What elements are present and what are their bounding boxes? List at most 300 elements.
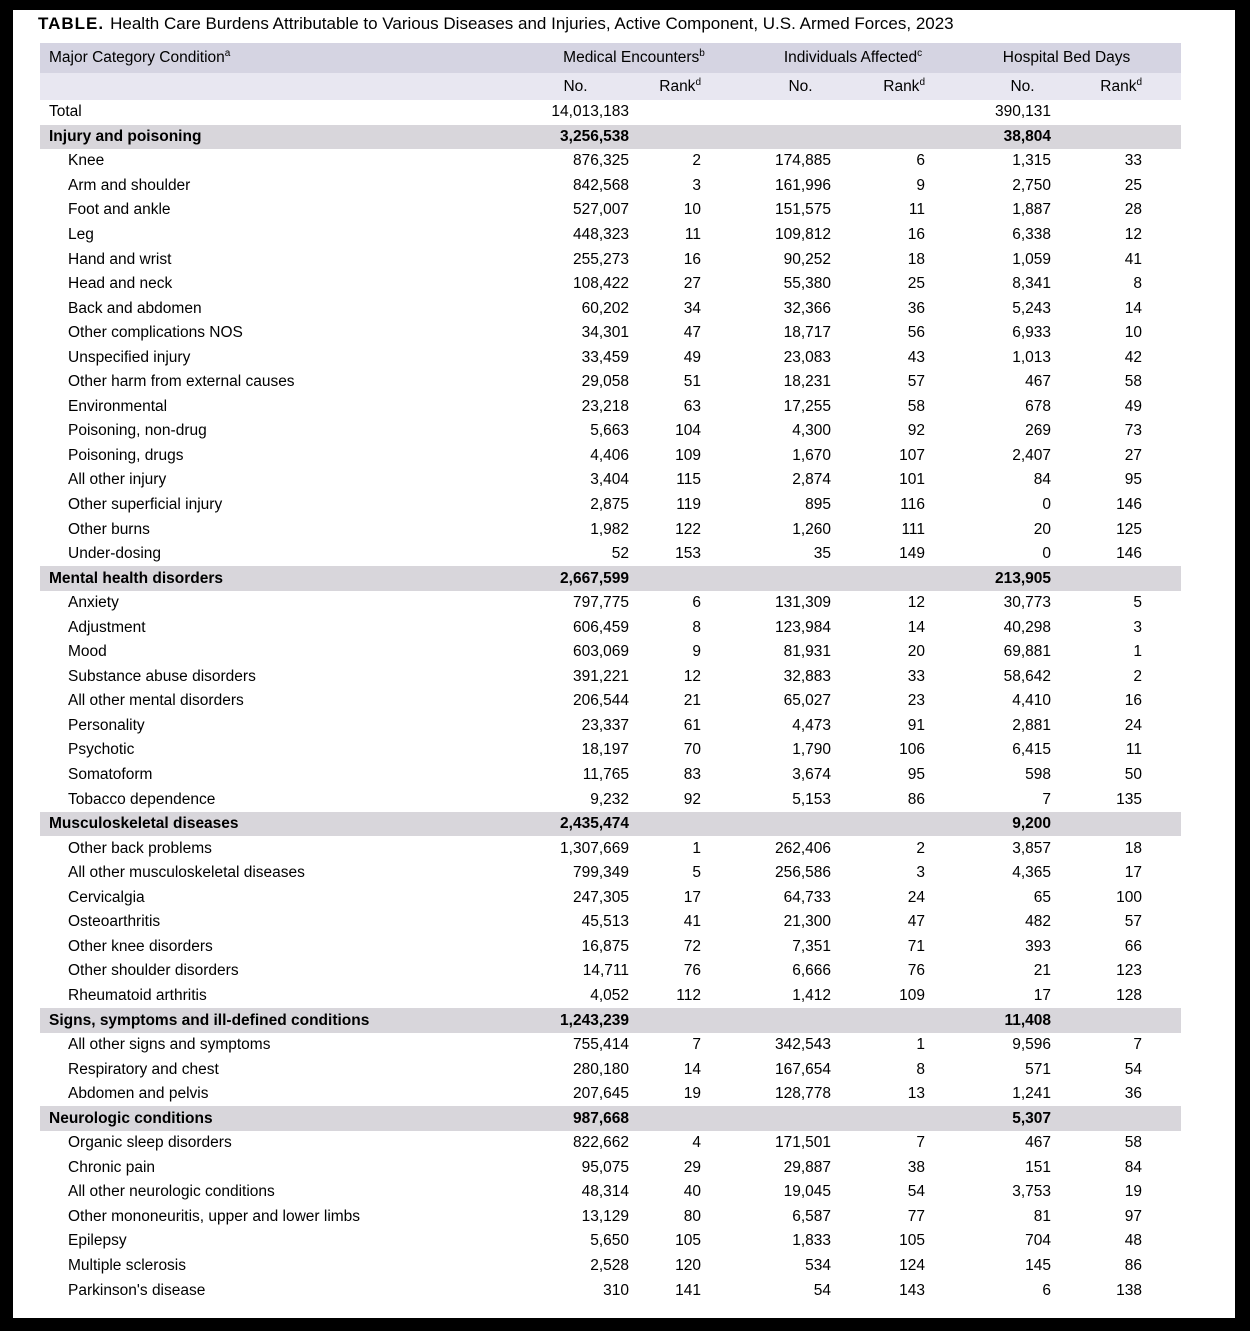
cell-me-rank: 10 bbox=[683, 201, 701, 219]
header-label: Rank bbox=[1100, 77, 1137, 95]
cell-bd-no: 4,410 bbox=[1012, 692, 1051, 710]
cell-ia-rank: 124 bbox=[899, 1256, 925, 1274]
cell-ia-rank: 149 bbox=[899, 545, 925, 563]
cell-ia-no: 3,674 bbox=[792, 766, 831, 784]
cell-bd-rank bbox=[1058, 1106, 1181, 1131]
cell-me-rank: 141 bbox=[675, 1281, 701, 1299]
condition-row bbox=[40, 910, 1181, 935]
cell-ia-no: 19,045 bbox=[783, 1183, 831, 1201]
cell-ia-rank: 92 bbox=[907, 422, 925, 440]
cell-bd-no: 0 bbox=[1042, 545, 1051, 563]
cell-me-no: 207,645 bbox=[572, 1085, 629, 1103]
cell-bd-rank: 7 bbox=[1133, 1036, 1143, 1054]
footnote-marker: b bbox=[699, 47, 705, 59]
footnote-marker: c bbox=[917, 47, 923, 59]
cell-bd-rank: 49 bbox=[1124, 397, 1143, 415]
col-subheader-no-ia: No. bbox=[708, 73, 838, 100]
condition-cell: Rheumatoid arthritis bbox=[68, 986, 207, 1004]
cell-bd-rank: 17 bbox=[1124, 864, 1143, 882]
cell-me-rank: 122 bbox=[675, 520, 701, 538]
condition-cell: Other knee disorders bbox=[68, 937, 213, 955]
cell-ia-no: 151,575 bbox=[774, 201, 831, 219]
col-group-bd bbox=[932, 43, 1181, 73]
table-body bbox=[40, 100, 1181, 1303]
condition-cell: All other neurologic conditions bbox=[68, 1183, 275, 1201]
footnote-marker: d bbox=[1136, 76, 1143, 88]
cell-me-rank: 12 bbox=[683, 667, 701, 685]
cell-me-rank bbox=[636, 1106, 708, 1131]
header-row-groups bbox=[40, 43, 1181, 73]
cell-me-rank: 119 bbox=[676, 496, 701, 514]
condition-row bbox=[40, 1205, 1181, 1230]
cell-me-rank: 115 bbox=[676, 471, 701, 489]
condition-cell: Parkinson's disease bbox=[68, 1281, 206, 1299]
condition-cell: Injury and poisoning bbox=[49, 127, 202, 145]
condition-cell: Osteoarthritis bbox=[68, 913, 161, 931]
health-burdens-table bbox=[40, 43, 1181, 1303]
cell-bd-no: 269 bbox=[1025, 422, 1051, 440]
cell-ia-rank bbox=[838, 125, 932, 150]
cell-me-rank: 92 bbox=[683, 790, 701, 808]
cell-me-rank: 70 bbox=[683, 741, 701, 759]
cell-bd-rank: 138 bbox=[1116, 1281, 1143, 1299]
cell-me-rank: 109 bbox=[675, 446, 701, 464]
cell-bd-rank bbox=[1058, 125, 1181, 150]
cell-ia-rank: 23 bbox=[907, 692, 925, 710]
cell-ia-rank: 105 bbox=[899, 1232, 925, 1250]
document-page bbox=[13, 10, 1235, 1318]
col-subheader-rank-bd bbox=[1058, 73, 1181, 100]
cell-bd-rank: 146 bbox=[1116, 496, 1143, 514]
cell-me-no: 5,663 bbox=[590, 422, 629, 440]
cell-me-rank: 120 bbox=[675, 1256, 701, 1274]
cell-ia-rank bbox=[838, 812, 932, 837]
cell-ia-no: 174,885 bbox=[774, 152, 831, 170]
cell-bd-rank bbox=[1058, 566, 1181, 591]
cell-ia-rank: 91 bbox=[907, 716, 925, 734]
cell-ia-no: 6,587 bbox=[792, 1207, 831, 1225]
cell-me-rank: 51 bbox=[683, 373, 701, 391]
footnote-marker: a bbox=[224, 47, 231, 59]
cell-ia-rank: 116 bbox=[900, 496, 925, 514]
cell-ia-rank: 38 bbox=[907, 1158, 925, 1176]
cell-bd-rank: 14 bbox=[1124, 299, 1143, 317]
cell-ia-no: 65,027 bbox=[783, 692, 831, 710]
condition-row bbox=[40, 542, 1181, 567]
cell-bd-no: 2,881 bbox=[1012, 716, 1051, 734]
footnote-marker: d bbox=[919, 76, 925, 88]
condition-cell: Psychotic bbox=[68, 741, 135, 759]
cell-ia-no: 21,300 bbox=[783, 913, 831, 931]
cell-me-no: 448,323 bbox=[572, 226, 629, 243]
cell-me-rank: 11 bbox=[684, 226, 701, 243]
cell-me-no: 255,273 bbox=[572, 250, 629, 268]
cell-bd-no: 1,059 bbox=[1012, 250, 1051, 268]
cell-me-no: 842,568 bbox=[572, 176, 629, 194]
cell-ia-rank: 101 bbox=[899, 471, 925, 489]
cell-ia-rank bbox=[838, 100, 932, 125]
cell-bd-no: 3,857 bbox=[1012, 839, 1051, 857]
cell-ia-no: 895 bbox=[805, 496, 831, 514]
condition-cell: Organic sleep disorders bbox=[68, 1134, 232, 1152]
cell-ia-no: 256,586 bbox=[774, 864, 831, 882]
cell-me-no: 29,058 bbox=[581, 373, 629, 391]
condition-cell: Cervicalgia bbox=[68, 888, 145, 906]
cell-me-no: 5,650 bbox=[590, 1232, 629, 1250]
cell-bd-no: 6,933 bbox=[1012, 324, 1051, 342]
cell-me-no: 3,256,538 bbox=[560, 127, 629, 145]
col-group-me bbox=[460, 43, 708, 73]
cell-bd-rank: 73 bbox=[1124, 422, 1143, 440]
cell-ia-no: 1,412 bbox=[792, 986, 831, 1004]
cell-bd-no: 38,804 bbox=[1003, 127, 1051, 145]
cell-ia-rank: 43 bbox=[907, 348, 925, 366]
condition-cell: Environmental bbox=[68, 397, 168, 415]
condition-cell: Other mononeuritis, upper and lower limbs bbox=[68, 1207, 361, 1225]
cell-me-rank bbox=[636, 812, 708, 837]
cell-me-no: 280,180 bbox=[572, 1060, 629, 1078]
cell-ia-rank: 143 bbox=[899, 1281, 925, 1299]
cell-ia-rank: 6 bbox=[916, 152, 925, 170]
cell-bd-no: 482 bbox=[1025, 913, 1051, 931]
cell-bd-rank: 135 bbox=[1116, 790, 1143, 808]
cell-me-rank: 105 bbox=[675, 1232, 701, 1250]
condition-row bbox=[40, 1156, 1181, 1181]
cell-me-no: 52 bbox=[611, 545, 629, 563]
cell-bd-rank: 16 bbox=[1124, 692, 1143, 710]
cell-ia-no: 1,260 bbox=[792, 520, 831, 538]
cell-bd-rank: 54 bbox=[1124, 1060, 1143, 1078]
cell-ia-no: 35 bbox=[813, 545, 831, 563]
cell-ia-no: 342,543 bbox=[774, 1036, 831, 1054]
cell-ia-rank bbox=[838, 566, 932, 591]
cell-bd-no: 571 bbox=[1025, 1060, 1051, 1078]
cell-bd-no: 65 bbox=[1033, 888, 1051, 906]
category-row bbox=[40, 812, 1181, 837]
cell-me-no: 60,202 bbox=[581, 299, 629, 317]
cell-bd-rank: 97 bbox=[1124, 1207, 1143, 1225]
cell-me-rank: 112 bbox=[676, 986, 701, 1004]
cell-me-rank bbox=[636, 566, 708, 591]
cell-me-rank: 2 bbox=[692, 152, 701, 170]
cell-ia-rank: 33 bbox=[907, 667, 925, 685]
cell-bd-no: 6,415 bbox=[1012, 741, 1051, 759]
cell-ia-rank: 57 bbox=[907, 373, 925, 391]
cell-me-no: 2,528 bbox=[590, 1256, 629, 1274]
cell-me-no: 14,013,183 bbox=[551, 103, 629, 121]
cell-me-no: 14,711 bbox=[582, 962, 629, 980]
cell-ia-no: 1,833 bbox=[792, 1232, 831, 1250]
cell-bd-no: 20 bbox=[1033, 520, 1051, 538]
condition-row bbox=[40, 493, 1181, 518]
cell-bd-rank: 86 bbox=[1124, 1256, 1143, 1274]
cell-ia-rank: 24 bbox=[907, 888, 925, 906]
condition-cell: Musculoskeletal diseases bbox=[49, 815, 239, 833]
cell-me-rank: 14 bbox=[683, 1060, 701, 1078]
col-subheader-no-me: No. bbox=[460, 73, 636, 100]
condition-row bbox=[40, 665, 1181, 690]
cell-ia-rank: 11 bbox=[908, 201, 925, 219]
cell-ia-no: 32,883 bbox=[783, 667, 831, 685]
cell-bd-rank: 66 bbox=[1124, 937, 1143, 955]
cell-me-no: 822,662 bbox=[572, 1134, 629, 1152]
cell-me-no: 2,875 bbox=[590, 496, 629, 514]
cell-bd-no: 21 bbox=[1033, 962, 1051, 980]
cell-bd-rank bbox=[1058, 1008, 1181, 1033]
cell-bd-no: 6,338 bbox=[1012, 226, 1051, 243]
header-label: Medical Encounters bbox=[563, 49, 700, 66]
cell-ia-rank bbox=[838, 1008, 932, 1033]
cell-me-rank: 9 bbox=[692, 643, 701, 661]
cell-me-rank bbox=[636, 125, 708, 150]
cell-me-no: 1,982 bbox=[590, 520, 629, 538]
cell-ia-rank: 14 bbox=[907, 618, 925, 636]
condition-cell: All other signs and symptoms bbox=[68, 1036, 271, 1054]
cell-me-rank bbox=[636, 100, 708, 125]
cell-me-rank: 40 bbox=[683, 1183, 701, 1201]
cell-bd-rank: 41 bbox=[1124, 250, 1143, 268]
condition-row bbox=[40, 370, 1181, 395]
cell-bd-rank: 2 bbox=[1133, 667, 1143, 685]
cell-me-rank: 27 bbox=[683, 275, 701, 293]
cell-ia-rank: 36 bbox=[907, 299, 925, 317]
condition-cell: Neurologic conditions bbox=[49, 1109, 213, 1127]
col-subheader-rank-ia bbox=[838, 73, 932, 100]
condition-row bbox=[40, 419, 1181, 444]
condition-row bbox=[40, 591, 1181, 616]
cell-ia-no: 55,380 bbox=[783, 275, 831, 293]
cell-bd-no: 2,407 bbox=[1012, 446, 1051, 464]
cell-me-no: 797,775 bbox=[572, 594, 629, 612]
condition-row bbox=[40, 689, 1181, 714]
condition-row bbox=[40, 935, 1181, 960]
condition-cell: All other injury bbox=[68, 471, 167, 489]
col-subheader-blank bbox=[40, 73, 460, 100]
cell-me-no: 206,544 bbox=[572, 692, 629, 710]
cell-ia-rank: 25 bbox=[907, 275, 925, 293]
condition-row bbox=[40, 714, 1181, 739]
condition-row bbox=[40, 1278, 1181, 1303]
condition-cell: Arm and shoulder bbox=[68, 176, 191, 194]
condition-row bbox=[40, 1131, 1181, 1156]
cell-bd-rank: 100 bbox=[1116, 888, 1143, 906]
cell-me-rank: 6 bbox=[692, 594, 701, 612]
cell-bd-no: 6 bbox=[1042, 1281, 1051, 1299]
condition-row bbox=[40, 444, 1181, 469]
cell-ia-rank: 58 bbox=[907, 397, 925, 415]
cell-bd-rank: 123 bbox=[1116, 962, 1143, 980]
cell-ia-rank: 71 bbox=[907, 937, 925, 955]
cell-bd-no: 678 bbox=[1025, 397, 1051, 415]
cell-bd-rank: 24 bbox=[1124, 716, 1143, 734]
table-title-text: Health Care Burdens Attributable to Various Diseases and Injuries, Active Component, U.S. Armed Forces, 2023 bbox=[110, 14, 954, 33]
cell-bd-no: 467 bbox=[1025, 1134, 1051, 1152]
cell-bd-no: 467 bbox=[1025, 373, 1051, 391]
cell-me-no: 247,305 bbox=[572, 888, 629, 906]
cell-bd-no: 40,298 bbox=[1003, 618, 1051, 636]
cell-bd-rank: 36 bbox=[1124, 1085, 1143, 1103]
cell-bd-rank: 125 bbox=[1116, 520, 1143, 538]
cell-ia-rank: 3 bbox=[916, 864, 925, 882]
cell-me-no: 755,414 bbox=[572, 1036, 629, 1054]
cell-bd-rank: 58 bbox=[1124, 373, 1143, 391]
cell-me-no: 4,052 bbox=[590, 986, 629, 1004]
cell-bd-no: 81 bbox=[1033, 1207, 1051, 1225]
condition-cell: Multiple sclerosis bbox=[68, 1256, 187, 1274]
cell-me-no: 34,301 bbox=[581, 324, 629, 342]
cell-ia-rank: 95 bbox=[907, 766, 925, 784]
cell-bd-no: 8,341 bbox=[1012, 275, 1051, 293]
cell-me-no: 987,668 bbox=[572, 1109, 629, 1127]
cell-bd-no: 9,596 bbox=[1012, 1036, 1051, 1054]
cell-ia-no: 262,406 bbox=[774, 839, 831, 857]
cell-bd-rank: 10 bbox=[1124, 324, 1143, 342]
condition-cell: Under-dosing bbox=[68, 545, 162, 563]
condition-row bbox=[40, 984, 1181, 1009]
condition-cell: Leg bbox=[68, 226, 94, 243]
cell-me-rank: 49 bbox=[683, 348, 701, 366]
cell-me-rank: 7 bbox=[692, 1036, 701, 1054]
cell-me-no: 2,667,599 bbox=[560, 569, 629, 587]
condition-cell: Abdomen and pelvis bbox=[68, 1085, 209, 1103]
header-label: Individuals Affected bbox=[783, 49, 918, 66]
condition-cell: Other shoulder disorders bbox=[68, 962, 239, 980]
condition-cell: Poisoning, non-drug bbox=[68, 422, 207, 440]
condition-row bbox=[40, 198, 1181, 223]
condition-cell: Adjustment bbox=[68, 618, 146, 636]
col-group-ia bbox=[708, 43, 932, 73]
header-label: Rank bbox=[883, 77, 920, 95]
cell-ia-rank: 76 bbox=[907, 962, 925, 980]
cell-ia-rank: 111 bbox=[901, 520, 925, 538]
cell-bd-no: 84 bbox=[1033, 471, 1051, 489]
condition-row bbox=[40, 787, 1181, 812]
condition-cell: Mood bbox=[68, 643, 107, 661]
cell-me-no: 606,459 bbox=[572, 618, 629, 636]
cell-bd-no: 390,131 bbox=[994, 103, 1051, 121]
cell-ia-rank: 16 bbox=[907, 226, 925, 243]
cell-bd-rank: 1 bbox=[1133, 643, 1143, 661]
cell-bd-rank bbox=[1058, 100, 1181, 125]
cell-me-no: 13,129 bbox=[581, 1207, 629, 1225]
cell-me-rank: 76 bbox=[683, 962, 701, 980]
condition-row bbox=[40, 517, 1181, 542]
cell-me-no: 391,221 bbox=[572, 667, 629, 685]
table-title bbox=[38, 13, 1218, 35]
cell-bd-no: 213,905 bbox=[994, 569, 1051, 587]
condition-cell: Other superficial injury bbox=[68, 496, 223, 514]
condition-row bbox=[40, 1180, 1181, 1205]
cell-ia-rank: 47 bbox=[907, 913, 925, 931]
cell-me-no: 4,406 bbox=[590, 446, 629, 464]
cell-me-no: 1,243,239 bbox=[560, 1011, 629, 1029]
cell-ia-no: 131,309 bbox=[774, 594, 831, 612]
header-label: Major Category Condition bbox=[49, 49, 225, 66]
cell-bd-rank: 11 bbox=[1125, 741, 1143, 759]
cell-ia-no: 128,778 bbox=[774, 1085, 831, 1103]
condition-cell: Other complications NOS bbox=[68, 324, 243, 342]
cell-ia-no: 17,255 bbox=[783, 397, 831, 415]
cell-ia-no: 1,790 bbox=[792, 741, 831, 759]
condition-cell: Chronic pain bbox=[68, 1158, 156, 1176]
cell-bd-no: 11,408 bbox=[1004, 1011, 1051, 1029]
cell-bd-rank: 146 bbox=[1116, 545, 1143, 563]
cell-ia-no bbox=[708, 812, 838, 837]
cell-bd-no: 1,887 bbox=[1012, 201, 1051, 219]
cell-me-no: 310 bbox=[603, 1281, 629, 1299]
cell-me-rank: 8 bbox=[692, 618, 701, 636]
condition-row bbox=[40, 296, 1181, 321]
condition-cell: Mental health disorders bbox=[49, 569, 223, 587]
condition-row bbox=[40, 247, 1181, 272]
header-label: Hospital Bed Days bbox=[1002, 49, 1131, 66]
cell-ia-rank: 109 bbox=[899, 986, 925, 1004]
cell-ia-rank: 54 bbox=[907, 1183, 925, 1201]
condition-row bbox=[40, 1229, 1181, 1254]
cell-bd-no: 1,241 bbox=[1012, 1085, 1051, 1103]
condition-row bbox=[40, 149, 1181, 174]
cell-bd-no: 7 bbox=[1042, 790, 1051, 808]
condition-row bbox=[40, 1033, 1181, 1058]
cell-ia-no: 534 bbox=[805, 1256, 831, 1274]
cell-bd-no: 151 bbox=[1025, 1158, 1051, 1176]
cell-me-no: 45,513 bbox=[581, 913, 629, 931]
header-row-subheaders bbox=[40, 73, 1181, 100]
cell-ia-rank: 8 bbox=[916, 1060, 925, 1078]
cell-bd-rank: 128 bbox=[1116, 986, 1143, 1004]
cell-me-rank: 1 bbox=[692, 839, 701, 857]
col-subheader-no-bd: No. bbox=[932, 73, 1058, 100]
total-row bbox=[40, 100, 1181, 125]
cell-ia-rank bbox=[838, 1106, 932, 1131]
cell-bd-no: 0 bbox=[1042, 496, 1051, 514]
cell-bd-rank: 95 bbox=[1124, 471, 1143, 489]
cell-ia-rank: 1 bbox=[916, 1036, 925, 1054]
condition-row bbox=[40, 886, 1181, 911]
cell-me-no: 527,007 bbox=[572, 201, 629, 219]
cell-ia-no: 161,996 bbox=[774, 176, 831, 194]
cell-ia-no: 4,300 bbox=[792, 422, 831, 440]
cell-me-no: 603,069 bbox=[572, 643, 629, 661]
condition-cell: Knee bbox=[68, 152, 105, 170]
cell-ia-no: 109,812 bbox=[774, 226, 831, 243]
cell-bd-no: 69,881 bbox=[1003, 643, 1051, 661]
cell-me-rank: 5 bbox=[692, 864, 701, 882]
cell-bd-rank: 19 bbox=[1124, 1183, 1143, 1201]
condition-row bbox=[40, 738, 1181, 763]
condition-row bbox=[40, 861, 1181, 886]
cell-bd-no: 58,642 bbox=[1003, 667, 1051, 685]
header-label: Rank bbox=[659, 77, 696, 95]
condition-row bbox=[40, 1254, 1181, 1279]
condition-row bbox=[40, 1057, 1181, 1082]
table-title-prefix: TABLE. bbox=[38, 14, 105, 33]
cell-me-no: 108,422 bbox=[572, 275, 629, 293]
cell-bd-no: 598 bbox=[1025, 766, 1051, 784]
cell-ia-rank: 20 bbox=[907, 643, 925, 661]
cell-me-rank: 83 bbox=[683, 766, 701, 784]
condition-cell: Other harm from external causes bbox=[68, 373, 295, 391]
cell-ia-no: 6,666 bbox=[792, 962, 831, 980]
category-row bbox=[40, 1008, 1181, 1033]
cell-me-no: 2,435,474 bbox=[560, 815, 629, 833]
cell-me-no: 9,232 bbox=[590, 790, 629, 808]
cell-me-rank: 80 bbox=[683, 1207, 701, 1225]
category-row bbox=[40, 1106, 1181, 1131]
condition-cell: Respiratory and chest bbox=[68, 1060, 219, 1078]
cell-bd-no: 4,365 bbox=[1012, 864, 1051, 882]
cell-me-rank: 21 bbox=[683, 692, 701, 710]
